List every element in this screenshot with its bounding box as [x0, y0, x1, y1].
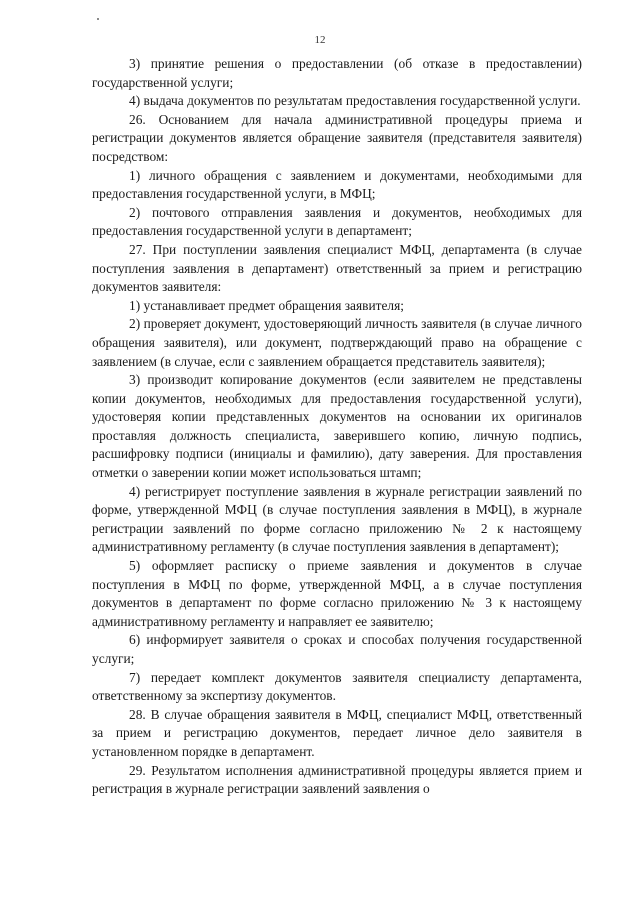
paragraph: 5) оформляет расписку о приеме заявления и документов в случае поступления в МФЦ по форме, утвержденной МФЦ, а в случае поступления документов в департамент по форме согласно приложению № 3 к настоящему административному регламенту и направляет ее заявителю; [92, 558, 582, 629]
paragraph: 1) устанавливает предмет обращения заявителя; [129, 297, 404, 313]
paragraph: 4) выдача документов по результатам предоставления государственной услуги. [129, 93, 581, 109]
paragraph: 26. Основанием для начала административной процедуры приема и регистрации документов является обращение заявителя (представителя заявителя) посредством: [92, 111, 582, 164]
paragraph: 6) информирует заявителя о сроках и способах получения государственной услуги; [92, 632, 582, 666]
paragraph: 4) регистрирует поступление заявления в журнале регистрации заявлений по форме, утвержденной МФЦ (в случае поступления заявления в МФЦ), в журнале регистрации заявлений по форме согласно приложению № 2 к настоящему административному регламенту (в случае поступления заявления в департамент); [92, 483, 582, 555]
page-number: 12 [314, 34, 326, 46]
paragraph: 28. В случае обращения заявителя в МФЦ, специалист МФЦ, ответственный за прием и регистрацию документов, передает личное дело заявителя в установленном порядке в департамент. [92, 706, 582, 759]
paragraph: 3) производит копирование документов (если заявителем не представлены копии документов, необходимых для предоставления государственной услуги), удостоверяя копии представленных документов на основании их оригиналов проставляя должность специалиста, заверившего копию, личную подпись, расшифровку подписи (инициалы и фамилию), дату заверения. Для проставления отметки о заверении копии может использоваться штамп; [92, 372, 582, 481]
paragraph: 1) личного обращения с заявлением и документами, необходимыми для предоставления государственной услуги, в МФЦ; [92, 167, 582, 202]
scan-speck [97, 18, 99, 20]
paragraph: 27. При поступлении заявления специалист МФЦ, департамента (в случае поступления заявления в департамент) ответственный за прием и регистрацию документов заявителя: [92, 241, 582, 295]
paragraph: 2) проверяет документ, удостоверяющий личность заявителя (в случае личного обращения заявителя), или документ, подтверждающий право на обращение с заявлением (в случае, если с заявлением обращается представитель заявителя); [92, 316, 582, 369]
paragraph: 7) передает комплект документов заявителя специалисту департамента, ответственному за экспертизу документов. [92, 669, 582, 704]
paragraph: 3) принятие решения о предоставлении (об отказе в предоставлении) государственной услуги; [92, 56, 582, 90]
body-text [92, 55, 582, 799]
paragraph: 2) почтового отправления заявления и документов, необходимых для предоставления государственной услуги в департамент; [92, 204, 582, 239]
paragraph: 29. Результатом исполнения административной процедуры является прием и регистрация в журнале регистрации заявлений заявления о [92, 762, 582, 797]
